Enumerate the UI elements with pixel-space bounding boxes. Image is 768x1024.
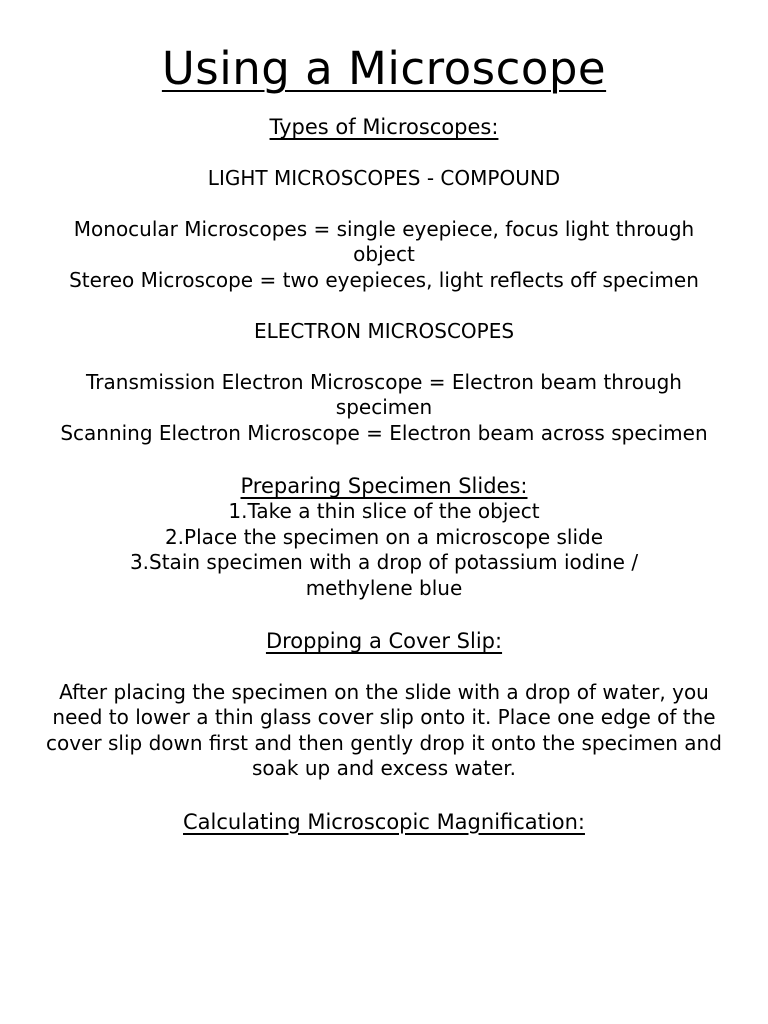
preparing-step: 1.Take a thin slice of the object xyxy=(228,499,540,523)
light-microscopes-list xyxy=(40,217,728,294)
preparing-step: 2.Place the specimen on a microscope slide xyxy=(164,524,604,549)
electron-microscopes-heading: ELECTRON MICROSCOPES xyxy=(253,318,515,343)
preparing-step: 3.Stain specimen with a drop of potassium iodine / methylene blue xyxy=(129,550,639,600)
light-microscopes-heading: LIGHT MICROSCOPES - COMPOUND xyxy=(207,165,561,190)
types-of-microscopes-heading: Types of Microscopes: xyxy=(269,115,499,139)
electron-microscopes-list xyxy=(40,370,728,447)
document-title: Using a Microscope xyxy=(161,42,607,95)
scanning-electron-microscope-item: Scanning Electron Microscope = Electron beam across specimen xyxy=(60,420,708,445)
cover-slip-paragraph: After placing the specimen on the slide with a drop of water, you need to lower a thin glass cover slip onto it. Place one edge of the cover slip down first and then gently drop it onto the specimen and soak up and excess water. xyxy=(46,679,722,780)
calculating-magnification-heading: Calculating Microscopic Magnification: xyxy=(183,809,585,834)
transmission-electron-microscope-item: Transmission Electron Microscope = Electron beam through specimen xyxy=(86,369,682,419)
dropping-cover-slip-heading: Dropping a Cover Slip: xyxy=(265,629,503,653)
monocular-microscope-item: Monocular Microscopes = single eyepiece, focus light through object xyxy=(73,216,695,266)
stereo-microscope-item: Stereo Microscope = two eyepieces, light reflects off specimen xyxy=(69,267,699,292)
preparing-steps-list xyxy=(40,499,728,601)
preparing-specimen-slides-heading: Preparing Specimen Slides: xyxy=(240,474,528,498)
